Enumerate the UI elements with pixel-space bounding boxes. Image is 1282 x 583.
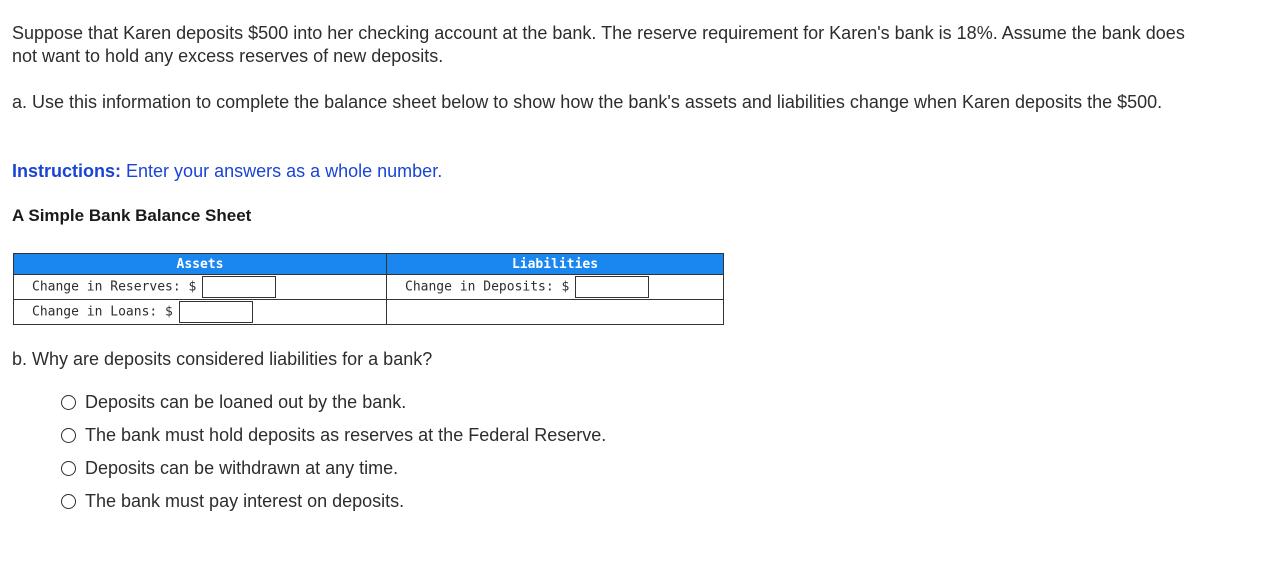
assets-header: Assets bbox=[14, 254, 387, 275]
empty-cell bbox=[387, 300, 724, 325]
reserves-input[interactable] bbox=[202, 276, 276, 298]
radio-button-icon[interactable] bbox=[61, 428, 76, 443]
option-item[interactable] bbox=[61, 490, 606, 523]
liabilities-header: Liabilities bbox=[387, 254, 724, 275]
part-b-prompt: b. Why are deposits considered liabilities for a bank? bbox=[12, 349, 433, 369]
option-label[interactable]: Deposits can be withdrawn at any time. bbox=[85, 458, 399, 478]
option-label[interactable]: The bank must hold deposits as reserves at the Federal Reserve. bbox=[85, 425, 607, 445]
option-item[interactable] bbox=[61, 424, 606, 457]
balance-sheet-title: A Simple Bank Balance Sheet bbox=[12, 206, 252, 225]
table-row bbox=[14, 275, 724, 300]
radio-button-icon[interactable] bbox=[61, 461, 76, 476]
radio-button-icon[interactable] bbox=[61, 395, 76, 410]
deposits-cell bbox=[387, 275, 724, 300]
instructions bbox=[12, 160, 442, 183]
reserves-cell bbox=[14, 275, 387, 300]
instructions-text: Enter your answers as a whole number. bbox=[126, 161, 443, 181]
option-item[interactable] bbox=[61, 457, 606, 490]
balance-sheet-table bbox=[13, 253, 724, 325]
balance-sheet-header-row bbox=[14, 254, 724, 275]
deposits-label: Change in Deposits: $ bbox=[405, 279, 570, 295]
radio-button-icon[interactable] bbox=[61, 494, 76, 509]
table-row bbox=[14, 300, 724, 325]
reserves-label: Change in Reserves: $ bbox=[32, 279, 197, 295]
loans-input[interactable] bbox=[179, 301, 253, 323]
question-intro: Suppose that Karen deposits $500 into her checking account at the bank. The reserve requirement for Karen's bank is 18%. Assume the bank does not want to hold any excess reserves of new deposits. bbox=[12, 23, 1185, 66]
loans-label: Change in Loans: $ bbox=[32, 304, 173, 320]
option-label[interactable]: The bank must pay interest on deposits. bbox=[85, 491, 405, 511]
option-label[interactable]: Deposits can be loaned out by the bank. bbox=[85, 392, 407, 412]
part-a-prompt: a. Use this information to complete the balance sheet below to show how the bank's assets and liabilities change when Karen deposits the $500. bbox=[12, 92, 1163, 112]
answer-options bbox=[61, 391, 606, 523]
option-item[interactable] bbox=[61, 391, 606, 424]
loans-cell bbox=[14, 300, 387, 325]
instructions-label: Instructions: bbox=[12, 161, 122, 181]
deposits-input[interactable] bbox=[575, 276, 649, 298]
